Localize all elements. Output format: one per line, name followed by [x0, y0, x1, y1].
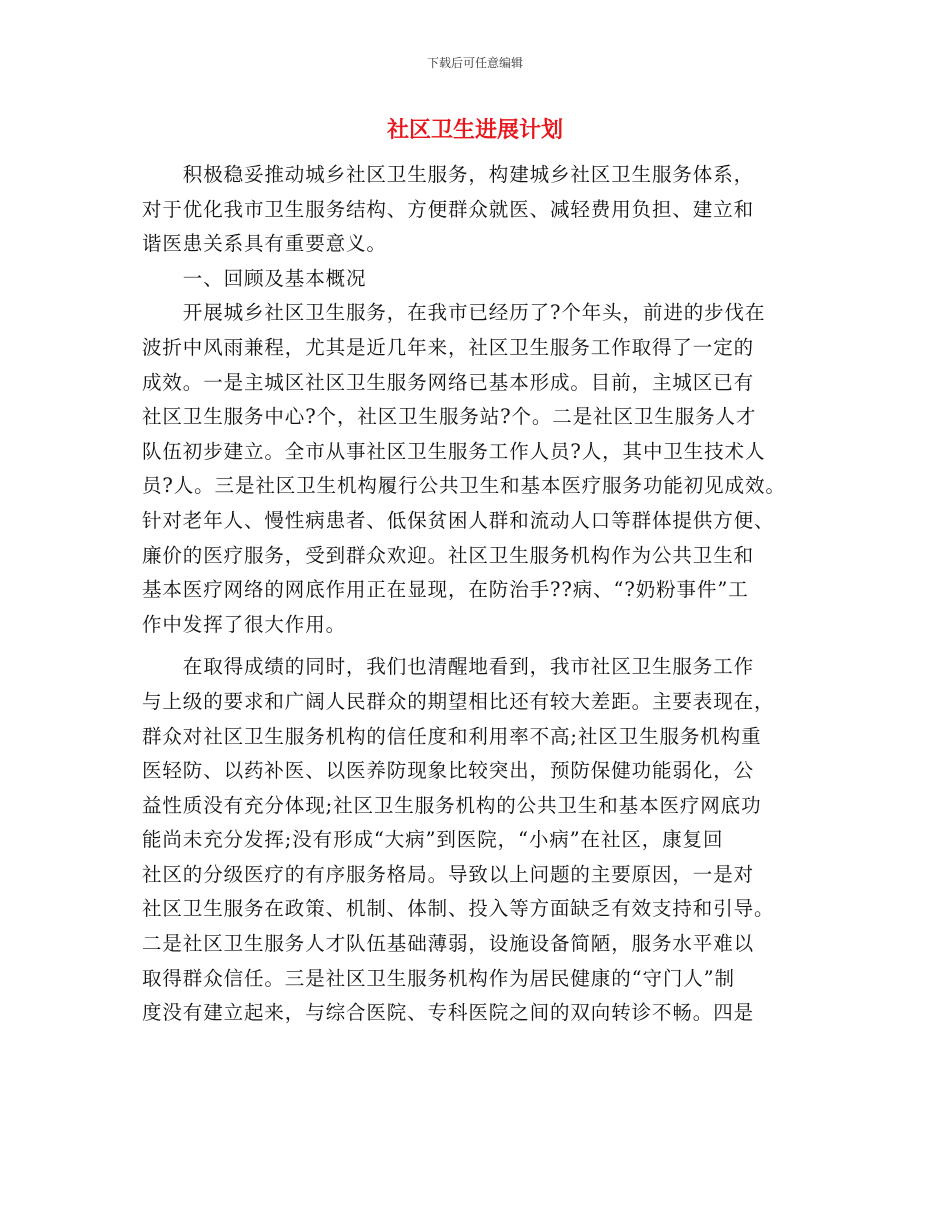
text-line: 在取得成绩的同时，我们也清醒地看到，我市社区卫生服务工作: [142, 655, 755, 679]
text-line: 取得群众信任。三是社区卫生服务机构作为居民健康的“守门人”制: [142, 966, 735, 990]
text-line: 成效。一是主城区社区卫生服务网络已基本形成。目前，主城区已有: [142, 370, 755, 394]
text-line: 波折中风雨兼程，尤其是近几年来，社区卫生服务工作取得了一定的: [142, 335, 755, 359]
text-line: 社区卫生服务中心?个，社区卫生服务站?个。二是社区卫生服务人才: [142, 405, 757, 429]
text-line: 廉价的医疗服务，受到群众欢迎。社区卫生服务机构作为公共卫生和: [142, 543, 755, 567]
text-line: 与上级的要求和广阔人民群众的期望相比还有较大差距。主要表现在，: [142, 689, 775, 713]
text-line: 针对老年人、慢性病患者、低保贫困人群和流动人口等群体提供方便、: [142, 508, 775, 532]
text-line: 群众对社区卫生服务机构的信任度和利用率不高;社区卫生服务机构重: [142, 724, 762, 748]
paragraph-gap: [142, 642, 822, 650]
text-line: 对于优化我市卫生服务结构、方便群众就医、减轻费用负担、建立和: [142, 197, 755, 221]
text-line: 医轻防、以药补医、以医养防现象比较突出，预防保健功能弱化，公: [142, 759, 755, 783]
text-line: 基本医疗网络的网底作用正在显现，在防治手??病、“?奶粉事件”工: [142, 578, 749, 602]
text-line: 员?人。三是社区卫生机构履行公共卫生和基本医疗服务功能初见成效。: [142, 474, 786, 498]
text-line: 二是社区卫生服务人才队伍基础薄弱，设施设备简陋，服务水平难以: [142, 932, 755, 956]
document-title: 社区卫生进展计划: [386, 117, 563, 143]
section-heading: 一、回顾及基本概况: [142, 266, 367, 290]
text-line: 社区的分级医疗的有序服务格局。导致以上问题的主要原因，一是对: [142, 862, 755, 886]
text-line: 谐医患关系具有重要意义。: [142, 232, 387, 256]
text-line: 积极稳妥推动城乡社区卫生服务，构建城乡社区卫生服务体系，: [142, 163, 755, 186]
text-line: 开展城乡社区卫生服务，在我市已经历了?个年头，前进的步伐在: [142, 301, 766, 325]
text-line: 能尚未充分发挥;没有形成“大病”到医院，“小病”在社区，康复回: [142, 828, 724, 852]
text-line: 益性质没有充分体现;社区卫生服务机构的公共卫生和基本医疗网底功: [142, 793, 762, 817]
text-line: 队伍初步建立。全市从事社区卫生服务工作人员?人，其中卫生技术人: [142, 439, 766, 463]
text-line: 社区卫生服务在政策、机制、体制、投入等方面缺乏有效支持和引导。: [142, 897, 775, 921]
text-line: 度没有建立起来，与综合医院、专科医院之间的双向转诊不畅。四是: [142, 1001, 755, 1025]
document-body: [142, 158, 822, 1031]
text-line: 作中发挥了很大作用。: [142, 612, 347, 636]
header-note: 下载后可任意编辑: [426, 56, 523, 70]
